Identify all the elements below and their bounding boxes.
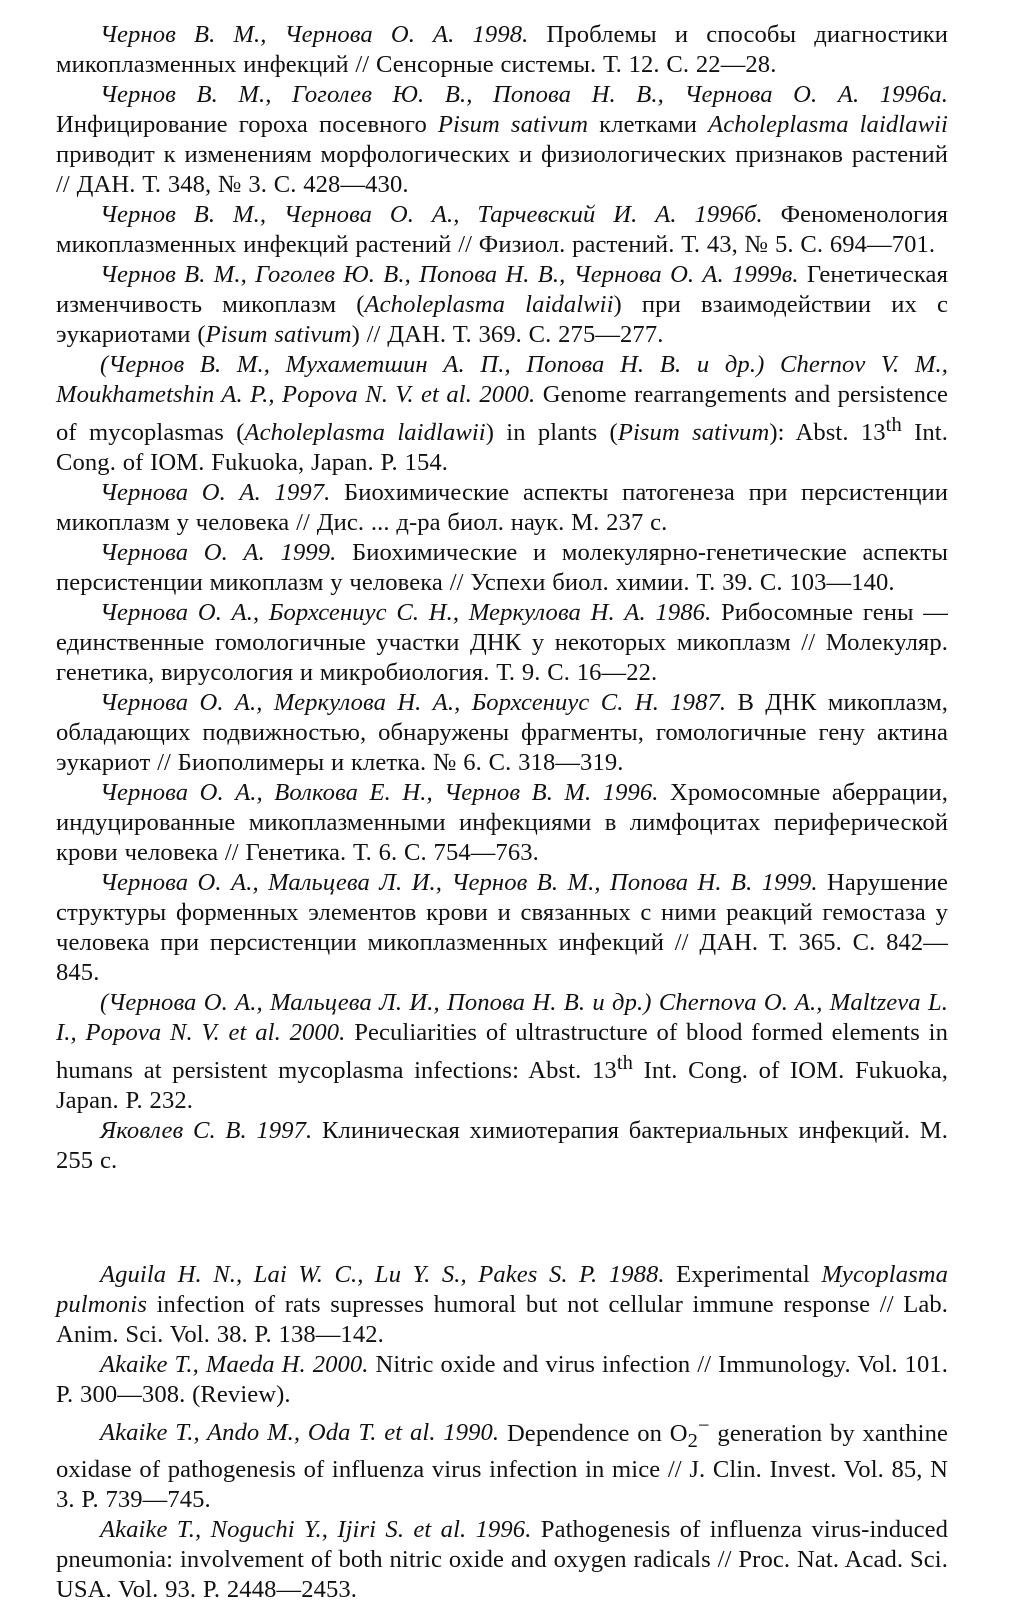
reference-year: 1997.: [274, 479, 331, 507]
reference-entry: [56, 538, 948, 598]
reference-title: Биохимические и молекулярно-генетические аспекты персистенции микоплазм у человека // Успехи биол. химии. Т. 39. С. 103—140.: [56, 539, 948, 597]
reference-entry: [56, 20, 948, 80]
reference-entry: [56, 868, 948, 988]
reference-year: 1988.: [608, 1261, 665, 1289]
reference-title: Клиническая химиотерапия бактериальных инфекций. М. 255 с.: [56, 1117, 949, 1175]
reference-authors: Чернова О. А., Меркулова Н. А., Борхсениус С. Н.: [100, 689, 659, 717]
reference-authors: Aguila H. N., Lai W. C., Lu Y. S., Pakes S. P.: [100, 1261, 598, 1289]
reference-entry: [56, 1260, 948, 1350]
reference-entry: [56, 200, 948, 260]
reference-title: Dependence on $O_2^-$ generation by xanthine oxidase of pathogenesis of influenza virus infection in mice // J. Clin. Invest. Vol. 85, N 3. P. 739—745.: [56, 1414, 949, 1514]
reference-authors: Чернова О. А., Борхсениус С. Н., Меркулова Н. А.: [100, 599, 646, 627]
reference-year: 1998.: [472, 21, 529, 48]
reference-authors: Чернов В. М., Чернова О. А., Тарчевский И. А.: [100, 201, 677, 228]
reference-title: Peculiarities of ultrastructure of blood formed elements in humans at persistent mycoplasma infections: Abst. 13th Int. Cong. of IOM. Fukuoka, Japan. P. 232.: [56, 1019, 948, 1115]
reference-authors: Чернова О. А., Волкова Е. Н., Чернов В. М.: [100, 779, 592, 807]
reference-year: 2000.: [479, 381, 536, 408]
reference-title: Феноменология микоплазменных инфекций растений // Физиол. растений. Т. 43, № 5. С. 694—701.: [56, 201, 949, 258]
reference-authors: Чернова О. А.: [100, 539, 265, 567]
reference-authors: (Чернова О. А., Мальцева Л. И., Попова Н. В. и др.) Chernova O. A., Maltzeva L. I., Popova N. V. et al.: [56, 989, 948, 1047]
reference-year: 1987.: [670, 689, 727, 717]
reference-year: 1990.: [443, 1419, 500, 1447]
reference-entry: [56, 260, 948, 350]
reference-entry: [56, 1410, 948, 1515]
reference-title: Биохимические аспекты патогенеза при персистенции микоплазм у человека // Дис. ... д-ра биол. наук. М. 237 с.: [56, 479, 949, 537]
reference-entry: [56, 1515, 948, 1605]
reference-authors: Akaike T., Noguchi Y., Ijiri S. et al.: [100, 1516, 467, 1544]
reference-authors: Чернова О. А.: [100, 479, 261, 507]
reference-title: Проблемы и способы диагностики микоплазменных инфекций // Сенсорные системы. Т. 12. С. 22—28.: [56, 21, 949, 78]
reference-entry: [56, 988, 948, 1116]
reference-title: Генетическая изменчивость микоплазм (Acholeplasma laidalwii) при взаимодействии их с эукариотами (Pisum sativum) // ДАН. Т. 369. С. 275—277.: [56, 261, 948, 348]
reference-page: [56, 20, 948, 1605]
reference-year: 2000.: [312, 1351, 369, 1379]
reference-title: Хромосомные аберрации, индуцированные микоплазменными инфекциями в лимфоцитах периферической крови человека // Генетика. Т. 6. С. 754—763.: [56, 779, 949, 867]
reference-title: Нарушение структуры форменных элементов крови и связанных с ними реакций гемостаза у человека при персистенции микоплазменных инфекций // ДАН. Т. 365. С. 842—845.: [56, 869, 948, 987]
reference-title: Experimental Mycoplasma pulmonis infection of rats supresses humoral but not cellular immune response // Lab. Anim. Sci. Vol. 38. P. 138—142.: [56, 1261, 949, 1349]
reference-year: 1997.: [256, 1117, 313, 1145]
reference-title: Рибосомные гены — единственные гомологичные участки ДНК у некоторых микоплазм // Молекуляр. генетика, вирусология и микробиология. Т. 9. С. 16—22.: [56, 599, 949, 687]
reference-entry: [56, 598, 948, 688]
reference-authors: Akaike T., Maeda H.: [100, 1351, 306, 1379]
reference-authors: Чернов В. М., Гоголев Ю. В., Попова Н. В., Чернова О. А.: [100, 81, 860, 108]
reference-title: В ДНК микоплазм, обладающих подвижностью, обнаружены фрагменты, гомологичные гену актина эукариот // Биополимеры и клетка. № 6. С. 318—319.: [56, 689, 948, 777]
reference-year: 2000.: [289, 1019, 346, 1047]
reference-year: 1996.: [475, 1516, 532, 1544]
reference-authors: Чернов В. М., Гоголев Ю. В., Попова Н. В., Чернова О. А.: [100, 261, 724, 288]
reference-entry: [56, 478, 948, 538]
reference-year: 1999.: [280, 539, 337, 567]
reference-year: 1996а.: [879, 81, 948, 108]
reference-year: 1996б.: [694, 201, 763, 228]
reference-entry: [56, 688, 948, 778]
reference-entry: [56, 778, 948, 868]
reference-title: Инфицирование гороха посевного Pisum sativum клетками Acholeplasma laidlawii приводит к изменениям морфологических и физиологических признаков растений // ДАН. Т. 348, № 3. С. 428—430.: [56, 111, 948, 198]
reference-authors: Яковлев С. В.: [100, 1117, 247, 1145]
reference-year: 1996.: [602, 779, 659, 807]
reference-list-cyrillic: [56, 20, 948, 1176]
section-gap: [56, 1176, 948, 1260]
reference-authors: Чернова О. А., Мальцева Л. И., Чернов В. М., Попова Н. В.: [100, 869, 753, 897]
reference-title: Genome rearrangements and persistence of mycoplasmas (Acholeplasma laidlawii) in plants (Pisum sativum): Abst. 13th Int. Cong. of IOM. Fukuoka, Japan. P. 154.: [56, 381, 949, 477]
reference-entry: [56, 350, 948, 478]
reference-title: Pathogenesis of influenza virus-induced pneumonia: involvement of both nitric oxide and oxygen radicals // Proc. Nat. Acad. Sci. USA. Vol. 93. P. 2448—2453.: [56, 1516, 949, 1604]
reference-authors: Akaike T., Ando M., Oda T. et al.: [100, 1419, 436, 1447]
reference-authors: (Чернов В. М., Мухаметшин А. П., Попова Н. В. и др.) Chernov V. M., Moukhametshin A. P., Popova N. V. et al.: [56, 351, 948, 408]
reference-year: 1986.: [655, 599, 712, 627]
reference-authors: Чернов В. М., Чернова О. А.: [100, 21, 455, 48]
reference-title: Nitric oxide and virus infection // Immunology. Vol. 101. P. 300—308. (Review).: [56, 1351, 948, 1409]
reference-year: 1999в.: [732, 261, 799, 288]
reference-list-latin: [56, 1260, 948, 1605]
reference-entry: [56, 1350, 948, 1410]
reference-year: 1999.: [761, 869, 818, 897]
reference-entry: [56, 80, 948, 200]
reference-entry: [56, 1116, 948, 1176]
